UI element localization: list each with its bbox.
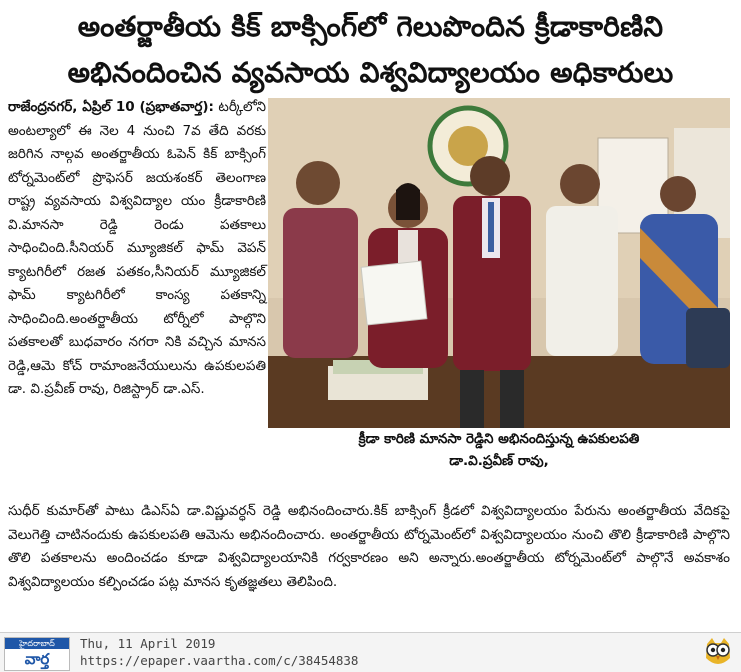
owl-icon: [703, 636, 733, 669]
photo-illustration: [268, 98, 730, 428]
logo-top-text: హైదరాబాద్: [5, 638, 69, 649]
headline-line-2: అభినందించిన వ్యవసాయ విశ్వవిద్యాలయం అధికారులు: [67, 56, 674, 89]
dateline: రాజేంద్రనగర్, ఏప్రిల్ 10 (ప్రభాతవార్త):: [8, 99, 214, 115]
headline-line-1: అంతర్జాతీయ కిక్ బాక్సింగ్‌లో గెలుపొందిన క్రీడాకారిణిని: [77, 10, 664, 43]
vaartha-logo[interactable]: [4, 637, 70, 671]
news-photo: [268, 98, 730, 428]
photo-caption: [268, 428, 730, 472]
epaper-url[interactable]: https://epaper.vaartha.com/c/38454838: [80, 653, 359, 668]
article-body-column: [8, 96, 266, 402]
headline: [8, 4, 733, 96]
photo-caption-line-1: క్రీడా కారిణి మానసా రెడ్డిని అభినందిస్తున్న ఉపకులపతి: [358, 431, 640, 447]
epaper-footer: [0, 632, 741, 672]
logo-main-text: వార్త: [24, 650, 50, 668]
body-text: టర్కీలోని అంటల్యాలో ఈ నెల 4 నుంచి 7వ తేది వరకు జరిగిన నాల్గవ అంతర్జాతీయ ఓపెన్ కిక్ బాక్సింగ్ టోర్నమెంట్‌లో ప్రొఫెసర్ జయశంకర్ తెలంగాణ రాష్ట్ర వ్యవసాయ విశ్వవిద్యాల యం క్రీడాకారిణి వి.మానసా రెడ్డి రెండు పతకాలు సాధించింది.సీనియర్ మ్యూజికల్ ఫామ్ వెపన్ క్యాటగిరీలో రజత పతకం,సీనియర్ మ్యూజికల్ ఫామ్ క్యాటగిరీలో కాంస్య పతకాన్ని సాధించింది.అంతర్జాతీయ టోర్నీలో పాల్గొని పతకాలతో బుధవారం నగరా నికి వచ్చిన మానస రెడ్డి,ఆమె కోచ్ రామాంజనేయులును ఉపకులపతి డా. వి.ప్రవీణ్ రావు, రిజిస్ట్రార్ డా.ఎస్.: [8, 99, 267, 397]
article-body-continued: సుధీర్ కుమార్‌తో పాటు డిఎస్ఏ డా.విష్ణువర్ధన్ రెడ్డి అభినందించారు.కిక్ బాక్సింగ్ క్రీడలో విశ్వవిద్యాలయం పేరును అంతర్జాతీయ వేదికపై వెలుగెత్తి చాటినందుకు ఉపకులపతి ఆమెను అభినందించారు. అంతర్జాతీయ టోర్నమెంట్‌లో విశ్వవిద్యాలయం నుంచి తొలి క్రీడాకారిణి పాల్గొని తొలి పతకాలను అందించడం కూడా విశ్వవిద్యాలయానికి గర్వకారణం అని అన్నారు.అంతర్జాతీయ టోర్నమెంట్‌లో పాల్గొనే అవకాశం విశ్వవిద్యాలయం కల్పించడం పట్ల మానస కృతజ్ఞతలు తెలిపింది.: [8, 503, 730, 590]
photo-caption-line-2: డా.వి.ప్రవీణ్ రావు,: [449, 453, 549, 469]
edition-date: Thu, 11 April 2019: [80, 636, 216, 651]
